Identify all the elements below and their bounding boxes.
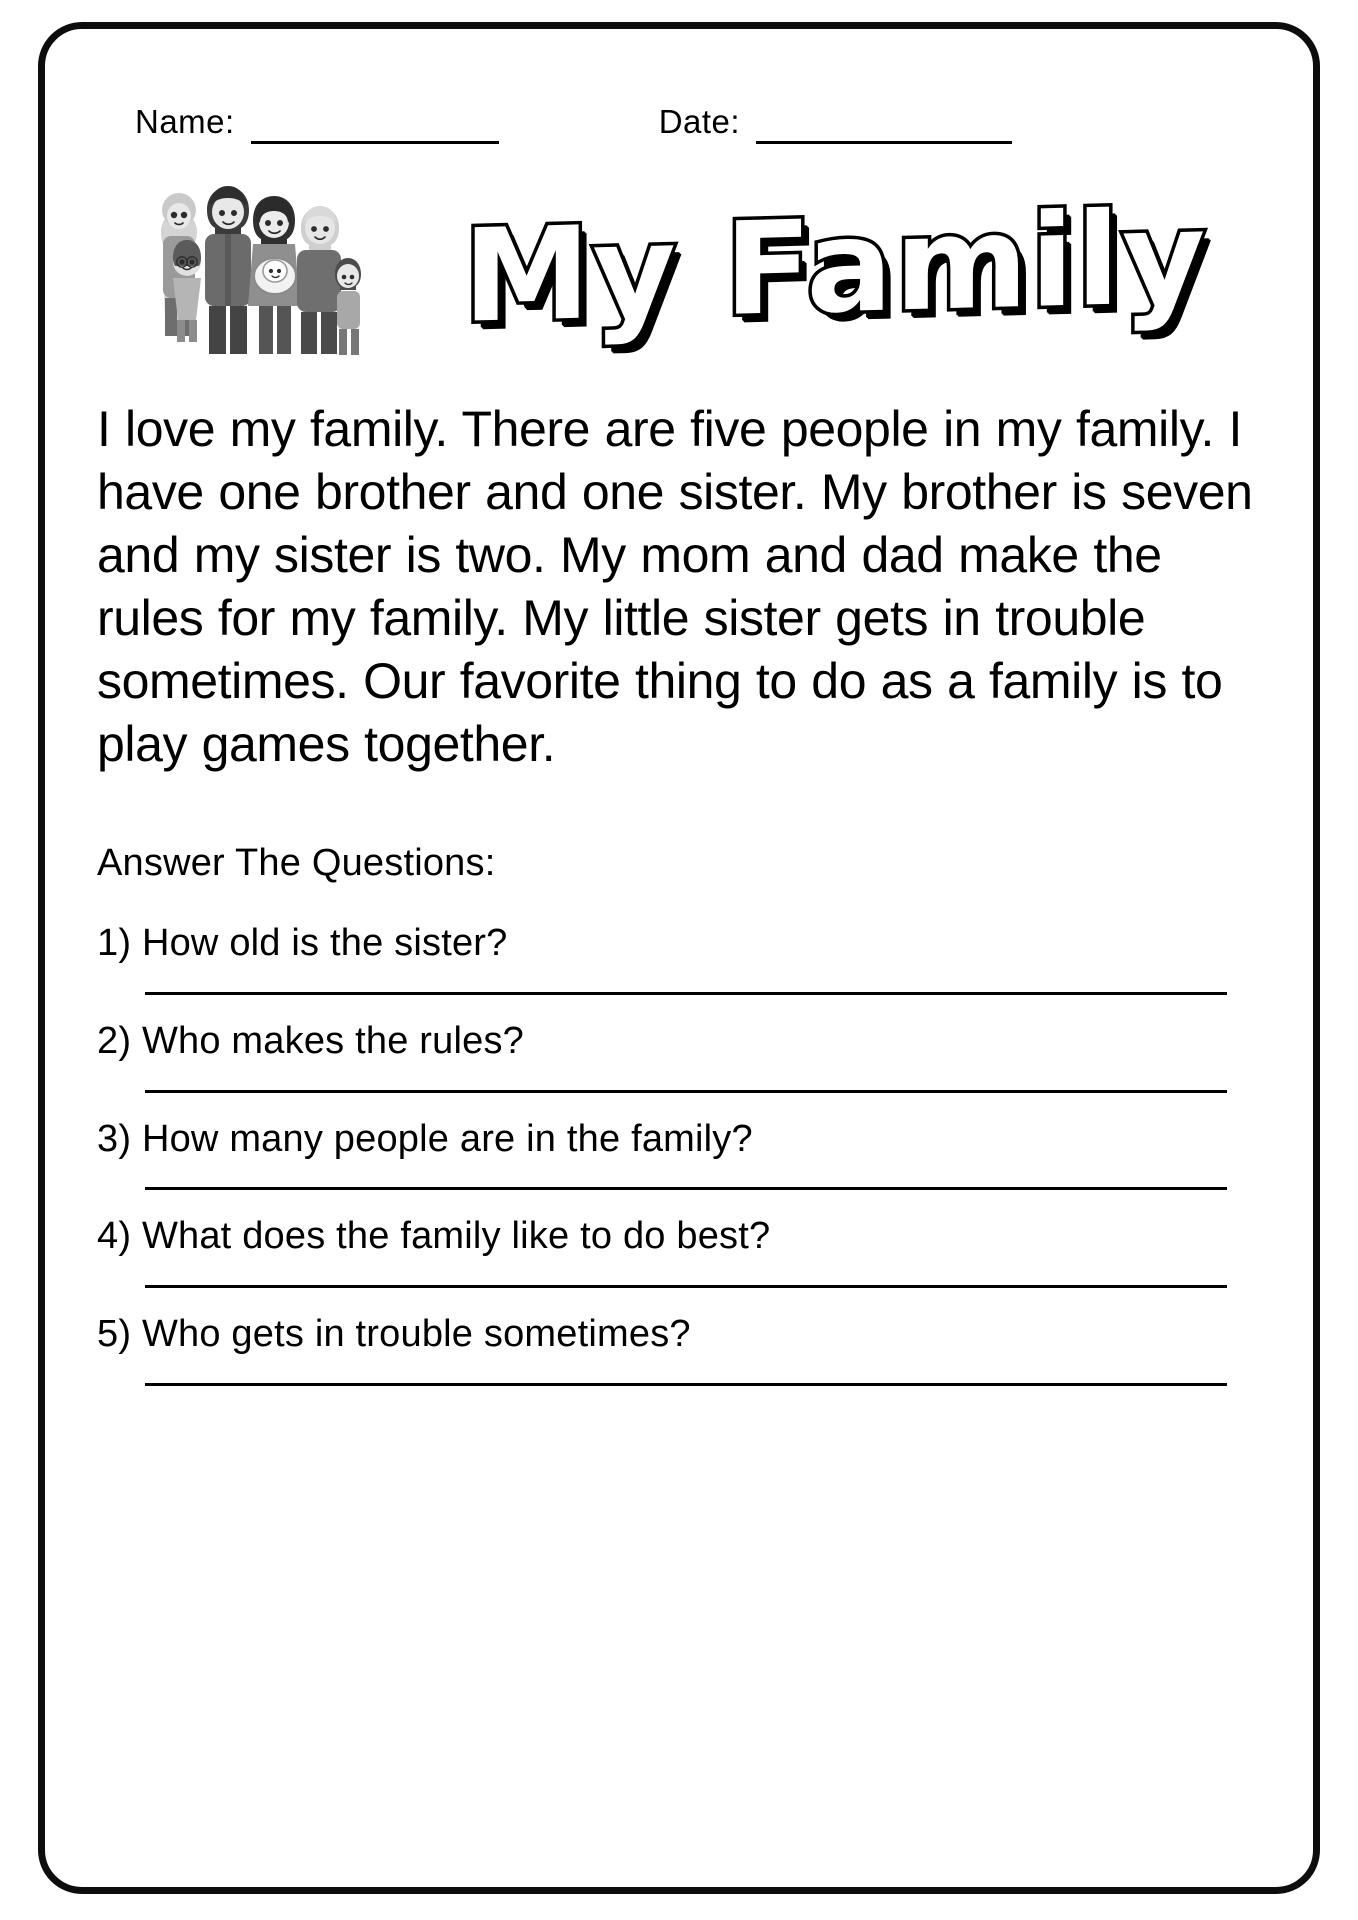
answer-write-line[interactable] xyxy=(145,1382,1227,1386)
question-text: 3) How many people are in the family? xyxy=(97,1117,753,1160)
date-write-line[interactable] xyxy=(756,135,1012,144)
name-label: Name: xyxy=(135,103,235,140)
question-item xyxy=(95,1314,1275,1386)
answer-write-line[interactable] xyxy=(145,1186,1227,1190)
page-title: My Family xyxy=(462,183,1208,352)
name-field xyxy=(135,105,499,144)
date-label: Date: xyxy=(658,103,741,140)
reading-passage: I love my family. There are five people in my family. I have one brother and one sister. My brother is seven and my sister is two. My mom and dad make the rules for my family. My little sister gets in trouble sometimes. Our favorite thing to do as a family is to play games together. xyxy=(97,401,1253,772)
question-text: 4) What does the family like to do best? xyxy=(97,1215,771,1258)
name-write-line[interactable] xyxy=(251,135,499,144)
title-band xyxy=(95,150,1275,380)
question-text: 2) Who makes the rules? xyxy=(97,1019,524,1062)
answer-write-line[interactable] xyxy=(145,1284,1227,1288)
answer-questions-heading: Answer The Questions: xyxy=(97,842,496,884)
title-wrap xyxy=(395,183,1275,352)
name-date-row xyxy=(95,70,1275,144)
worksheet-content xyxy=(95,70,1275,1412)
question-text: 5) Who gets in trouble sometimes? xyxy=(97,1313,691,1356)
question-item xyxy=(95,1119,1275,1191)
answer-write-line[interactable] xyxy=(145,991,1227,995)
date-field xyxy=(659,105,1012,144)
question-item xyxy=(95,1021,1275,1093)
questions-list xyxy=(95,923,1275,1386)
answer-write-line[interactable] xyxy=(145,1089,1227,1093)
family-illustration xyxy=(129,158,391,373)
question-item xyxy=(95,1216,1275,1288)
question-item xyxy=(95,923,1275,995)
question-text: 1) How old is the sister? xyxy=(97,922,508,964)
